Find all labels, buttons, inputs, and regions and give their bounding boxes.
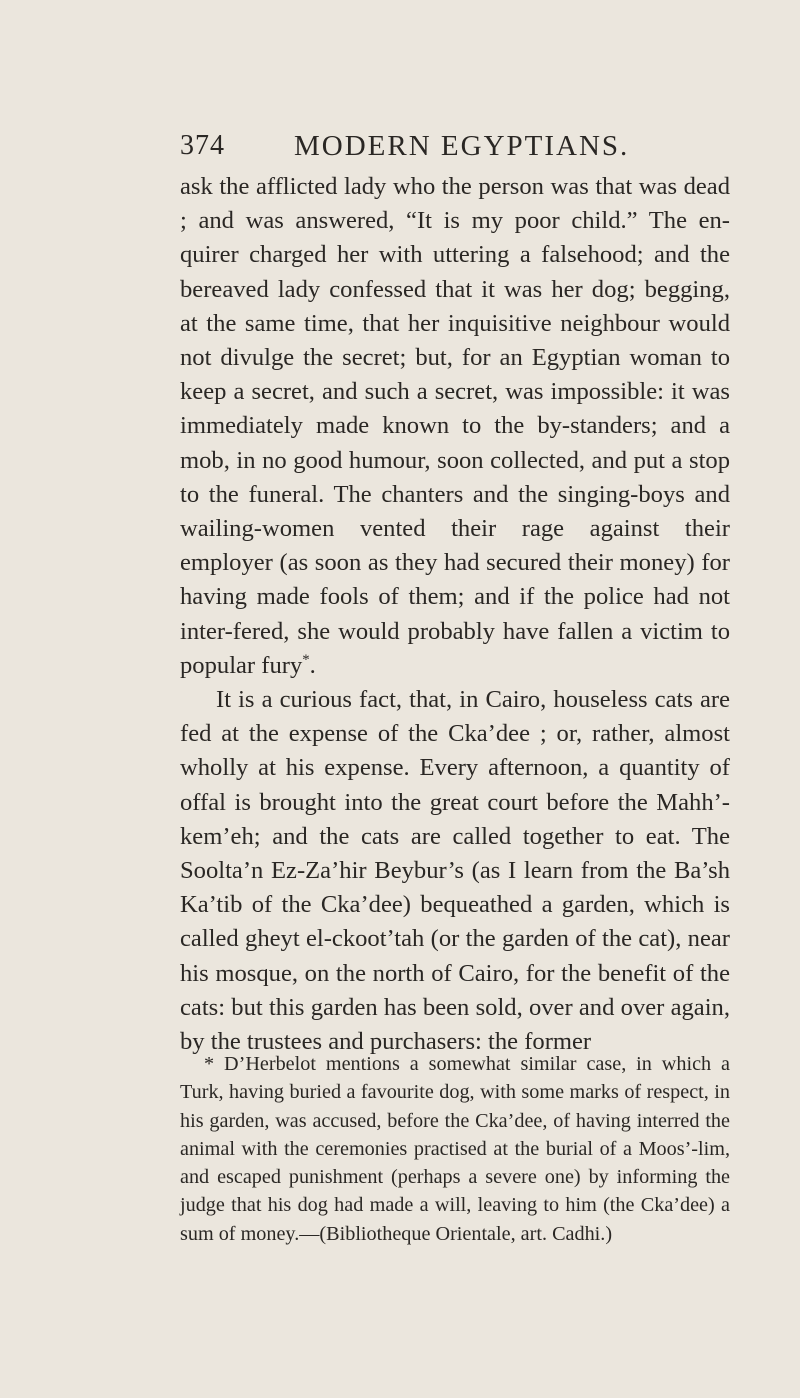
paragraph-1-text: ask the afflicted lady who the person was that was dead ; and was answered, “It is my poor child.” The en-quirer charged her with uttering a falsehood; and the bereaved lady confessed that it was her dog; begging, at the same time, that her inquisitive neighbour would not divulge the secret; but, for an Egyptian woman to keep a secret, and such a secret, was impossible: it was immediately made known to the by-standers; and a mob, in no good humour, soon collected, and put a stop to the funeral. The chanters and the singing-boys and wailing-women vented their rage against their employer (as soon as they had secured their money) for having made fools of them; and if the police had not inter-fered, she would probably have fallen a victim to popular fury xyxy=(180,173,730,679)
running-title: MODERN EGYPTIANS. xyxy=(294,130,630,162)
paragraph-1 xyxy=(180,170,730,683)
footnote-marker: * xyxy=(302,651,310,668)
paragraph-2: It is a curious fact, that, in Cairo, houseless cats are fed at the expense of the Cka’dee ; or, rather, almost wholly at his expense. Every afternoon, a quantity of offal is brought into the great court before the Mahh’-kem’eh; and the cats are called together to eat. The Soolta’n Ez-Za’hir Beybur’s (as I learn from the Ba’sh Ka’tib of the Cka’dee) bequeathed a garden, which is called gheyt el-ckoot’tah (or the garden of the cat), near his mosque, on the north of Cairo, for the benefit of the cats: but this garden has been sold, over and over again, by the trustees and purchasers: the former xyxy=(180,686,730,1056)
paragraph-1-end: . xyxy=(309,651,316,679)
footnote xyxy=(180,1050,730,1248)
body-text xyxy=(180,170,730,1059)
footnote-text: * D’Herbelot mentions a somewhat similar case, in which a Turk, having buried a favourite dog, with some marks of respect, in his garden, was accused, before the Cka’dee, of having interred the animal with the ceremonies practised at the burial of a Moos’-lim, and escaped punishment (perhaps a severe one) by informing the judge that his dog had made a will, leaving to him (the Cka’dee) a sum of money.—(Bibliotheque Orientale, art. Cadhi.) xyxy=(180,1053,730,1245)
page-number: 374 xyxy=(180,130,225,161)
